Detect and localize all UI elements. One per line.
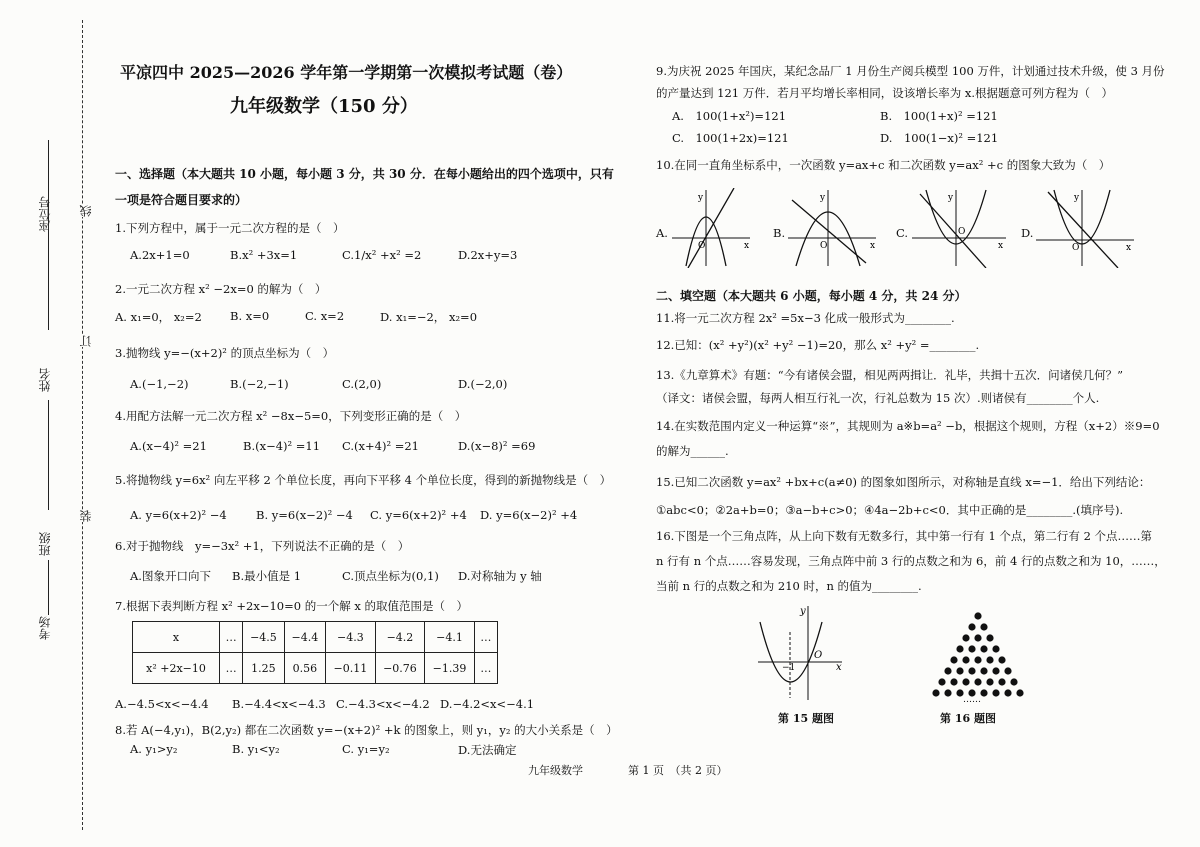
q7-option-c: C.−4.3<x<−4.2 — [336, 697, 430, 711]
q3-option-a: A.(−1,−2) — [130, 377, 189, 391]
q9-stem-line2: 的产量达到 121 万件．若月平均增长率相同，设该增长率为 x.根据题意可列方程为（ ） — [656, 86, 1114, 100]
q3-option-d: D.(−2,0) — [458, 377, 508, 391]
q9-option-a: A. 100(1+x²)=121 — [672, 109, 787, 123]
q6-option-b: B.最小值是 1 — [232, 569, 302, 583]
axis-label-y: y — [698, 193, 704, 203]
q10-option-c: C. — [896, 226, 909, 240]
q10-graph-a — [672, 188, 752, 268]
origin-label: O — [698, 241, 706, 251]
q7-option-b: B.−4.4<x<−4.3 — [232, 697, 326, 711]
q16-text-line3: 当前 n 行的点数之和为 210 时，n 的值为________. — [656, 579, 922, 593]
axis-label-x: x — [744, 241, 750, 251]
axis-label-x: x — [1126, 243, 1132, 253]
q7-value-table — [132, 621, 498, 684]
lattice-dot — [932, 689, 939, 696]
name-blank-line — [48, 140, 49, 330]
q11-text: 11.将一元二次方程 2x² =5x−3 化成一般形式为________. — [656, 311, 955, 325]
lattice-dot — [992, 645, 999, 652]
lattice-dot — [950, 678, 957, 685]
lattice-dot — [1010, 678, 1017, 685]
q4-stem: 4.用配方法解一元二次方程 x² −8x−5=0，下列变形正确的是（ ） — [115, 409, 467, 423]
lattice-dot — [992, 667, 999, 674]
lattice-dot — [938, 678, 945, 685]
footer-subject: 九年级数学 — [528, 764, 583, 777]
ding-mark: 订 — [79, 335, 93, 347]
q7-option-d: D.−4.2<x<−4.1 — [440, 697, 535, 711]
axis-label-y: y — [800, 606, 806, 617]
q6-stem: 6.对于抛物线 y=−3x² +1，下列说法不正确的是（ ） — [115, 539, 410, 553]
fig16-more-dots: …… — [963, 695, 981, 705]
q2-option-b: B. x=0 — [230, 309, 270, 323]
lattice-dot — [1004, 667, 1011, 674]
origin-label: O — [958, 227, 966, 237]
lattice-dot — [992, 689, 999, 696]
q9-option-c: C. 100(1+2x)=121 — [672, 131, 789, 145]
lattice-dot — [986, 634, 993, 641]
name-label: 姓名 — [38, 368, 52, 392]
origin-label: O — [820, 241, 828, 251]
table-cell: 0.56 — [284, 653, 325, 684]
lattice-dot — [974, 634, 981, 641]
table-cell: … — [220, 622, 243, 653]
q9-stem-line1: 9.为庆祝 2025 年国庆，某纪念品厂 1 月份生产阅兵模型 100 万件，计划通过技术升级，使 3 月份 — [656, 64, 1165, 78]
q3-option-c: C.(2,0) — [342, 377, 382, 391]
lattice-dot — [974, 656, 981, 663]
q5-option-a: A. y=6(x+2)² −4 — [130, 508, 227, 522]
lattice-dot — [998, 678, 1005, 685]
q1-option-a: A.2x+1=0 — [130, 248, 190, 262]
fig15-parabola — [750, 602, 850, 702]
q4-option-b: B.(x−4)² =11 — [243, 439, 321, 453]
lattice-dot — [950, 656, 957, 663]
q14-text-line2: 的解为______. — [656, 444, 729, 458]
lattice-dot — [962, 656, 969, 663]
q6-option-c: C.顶点坐标为(0,1) — [342, 569, 439, 583]
q8-stem: 8.若 A(−4,y₁)，B(2,y₂) 都在二次函数 y=−(x+2)² +k 的图象上，则 y₁，y₂ 的大小关系是（ ） — [115, 723, 618, 737]
q10-graph-c — [912, 188, 1008, 268]
room-blank-line — [48, 560, 49, 615]
zhuang-mark: 装 — [79, 510, 93, 522]
table-row — [133, 622, 498, 653]
neg-one-label: −1 — [782, 663, 796, 673]
q10-option-a: A. — [656, 226, 668, 240]
lattice-dot — [944, 689, 951, 696]
lattice-dot — [962, 634, 969, 641]
lattice-dot — [980, 689, 987, 696]
q1-option-b: B.x² +3x=1 — [230, 248, 298, 262]
q9-option-d: D. 100(1−x)² =121 — [880, 131, 999, 145]
q14-text-line1: 14.在实数范围内定义一种运算“※”，其规则为 a※b=a² −b，根据这个规则，方程（x+2）※9=0 — [656, 419, 1160, 433]
q15-text-line2: ①abc<0；②2a+b=0；③a−b+c>0；④4a−2b+c<0．其中正确的是________.(填序号). — [656, 503, 1124, 517]
axis-label-y: y — [1074, 193, 1080, 203]
lattice-dot — [986, 678, 993, 685]
q10-graph-b — [788, 188, 878, 268]
lattice-dot — [980, 645, 987, 652]
line-mark: 线 — [79, 205, 93, 217]
q1-option-c: C.1/x² +x² =2 — [342, 248, 422, 262]
table-cell: … — [474, 622, 497, 653]
table-cell: −0.11 — [326, 653, 376, 684]
fig16-caption: 第 16 题图 — [940, 712, 996, 725]
table-cell: −0.76 — [375, 653, 425, 684]
q5-option-c: C. y=6(x+2)² +4 — [370, 508, 467, 522]
lattice-dot — [974, 678, 981, 685]
lattice-dot — [1004, 689, 1011, 696]
table-cell: −4.3 — [326, 622, 376, 653]
table-cell: −4.2 — [375, 622, 425, 653]
q6-option-a: A.图象开口向下 — [130, 569, 211, 583]
q7-stem: 7.根据下表判断方程 x² +2x−10=0 的一个解 x 的取值范围是（ ） — [115, 599, 468, 613]
q5-stem: 5.将抛物线 y=6x² 向左平移 2 个单位长度，再向下平移 4 个单位长度，得到的新抛物线是（ ） — [115, 473, 612, 487]
exam-title: 平凉四中 2025—2026 学年第一学期第一次模拟考试题（卷） — [120, 63, 573, 82]
q3-stem: 3.抛物线 y=−(x+2)² 的顶点坐标为（ ） — [115, 346, 335, 360]
q16-text-line2: n 行有 n 个点……容易发现，三角点阵中前 3 行的点数之和为 6，前 4 行的点数之和为 10，……， — [656, 554, 1166, 568]
q3-option-b: B.(−2,−1) — [230, 377, 289, 391]
table-cell: −4.5 — [243, 622, 284, 653]
lattice-dot — [968, 623, 975, 630]
section1-heading-line2: 一项是符合题目要求的） — [115, 193, 248, 207]
table-cell: x — [133, 622, 220, 653]
lattice-dot — [980, 623, 987, 630]
lattice-dot — [944, 667, 951, 674]
lattice-dot — [1016, 689, 1023, 696]
q8-option-b: B. y₁<y₂ — [232, 742, 280, 756]
table-cell: … — [220, 653, 243, 684]
binding-line — [82, 20, 83, 830]
lattice-dot — [986, 656, 993, 663]
axis-label-y: y — [820, 193, 826, 203]
lattice-dot — [956, 645, 963, 652]
axis-label-y: y — [948, 193, 954, 203]
lattice-dot — [956, 667, 963, 674]
q8-option-d: D.无法确定 — [458, 743, 517, 757]
footer-page: 第 1 页 （共 2 页） — [628, 764, 728, 777]
q2-option-c: C. x=2 — [305, 309, 345, 323]
q8-option-a: A. y₁>y₂ — [130, 742, 178, 756]
axis-label-x: x — [836, 662, 842, 673]
q16-text-line1: 16.下图是一个三角点阵，从上向下数有无数多行，其中第一行有 1 个点，第二行有 2 个点……第 — [656, 529, 1153, 543]
origin-label: O — [814, 650, 823, 661]
table-cell: −4.1 — [425, 622, 475, 653]
q1-stem: 1.下列方程中，属于一元二次方程的是（ ） — [115, 221, 345, 235]
q4-option-a: A.(x−4)² =21 — [130, 439, 207, 453]
q4-option-d: D.(x−8)² =69 — [458, 439, 536, 453]
q10-option-b: B. — [773, 226, 786, 240]
lattice-dot — [980, 667, 987, 674]
q12-text: 12.已知：(x² +y²)(x² +y² −1)=20，那么 x² +y² =________. — [656, 338, 980, 352]
class-blank-line — [48, 400, 49, 510]
axis-label-x: x — [998, 241, 1004, 251]
section1-heading-line1: 一、选择题（本大题共 10 小题，每小题 3 分，共 30 分．在每小题给出的四个选项中，只有 — [115, 167, 614, 181]
exam-subtitle: 九年级数学（150 分） — [230, 96, 418, 117]
table-cell: 1.25 — [243, 653, 284, 684]
fig15-caption: 第 15 题图 — [778, 712, 834, 725]
fig16-triangle-dots — [918, 610, 1038, 702]
room-label: 考场 — [38, 616, 52, 640]
q1-option-d: D.2x+y=3 — [458, 248, 518, 262]
q6-option-d: D.对称轴为 y 轴 — [458, 569, 542, 583]
table-cell: −1.39 — [425, 653, 475, 684]
q2-option-a: A. x₁=0， x₂=2 — [115, 310, 202, 324]
q5-option-d: D. y=6(x−2)² +4 — [480, 508, 578, 522]
q10-graph-d — [1036, 188, 1136, 268]
seat-label: 座位号 — [38, 196, 52, 232]
table-row — [133, 653, 498, 684]
q13-text-line2: （译文：诸侯会盟，每两人相互行礼一次，行礼总数为 15 次）.则诸侯有________个人. — [656, 391, 1100, 405]
section2-heading: 二、填空题（本大题共 6 小题，每小题 4 分，共 24 分） — [656, 289, 967, 303]
lattice-dot — [962, 678, 969, 685]
q4-option-c: C.(x+4)² =21 — [342, 439, 419, 453]
table-cell: x² +2x−10 — [133, 653, 220, 684]
lattice-dot — [998, 656, 1005, 663]
q9-option-b: B. 100(1+x)² =121 — [880, 109, 998, 123]
lattice-dot — [974, 612, 981, 619]
lattice-dot — [968, 645, 975, 652]
q8-option-c: C. y₁=y₂ — [342, 742, 390, 756]
table-cell: … — [474, 653, 497, 684]
q10-option-d: D. — [1021, 226, 1034, 240]
q10-stem: 10.在同一直角坐标系中，一次函数 y=ax+c 和二次函数 y=ax² +c 的图象大致为（ ） — [656, 158, 1111, 172]
q13-text-line1: 13.《九章算术》有题：“今有诸侯会盟，相见两两揖让．礼毕，共揖十五次．问诸侯几何？” — [656, 368, 1124, 382]
q5-option-b: B. y=6(x−2)² −4 — [256, 508, 353, 522]
table-cell: −4.4 — [284, 622, 325, 653]
q7-option-a: A.−4.5<x<−4.4 — [115, 697, 209, 711]
origin-label: O — [1072, 243, 1080, 253]
lattice-dot — [968, 667, 975, 674]
q2-option-d: D. x₁=−2， x₂=0 — [380, 310, 478, 324]
axis-label-x: x — [870, 241, 876, 251]
class-label: 班级 — [38, 532, 52, 556]
q15-text-line1: 15.已知二次函数 y=ax² +bx+c(a≠0) 的图象如图所示，对称轴是直线 x=−1．给出下列结论： — [656, 475, 1151, 489]
q2-stem: 2.一元二次方程 x² −2x=0 的解为（ ） — [115, 282, 327, 296]
